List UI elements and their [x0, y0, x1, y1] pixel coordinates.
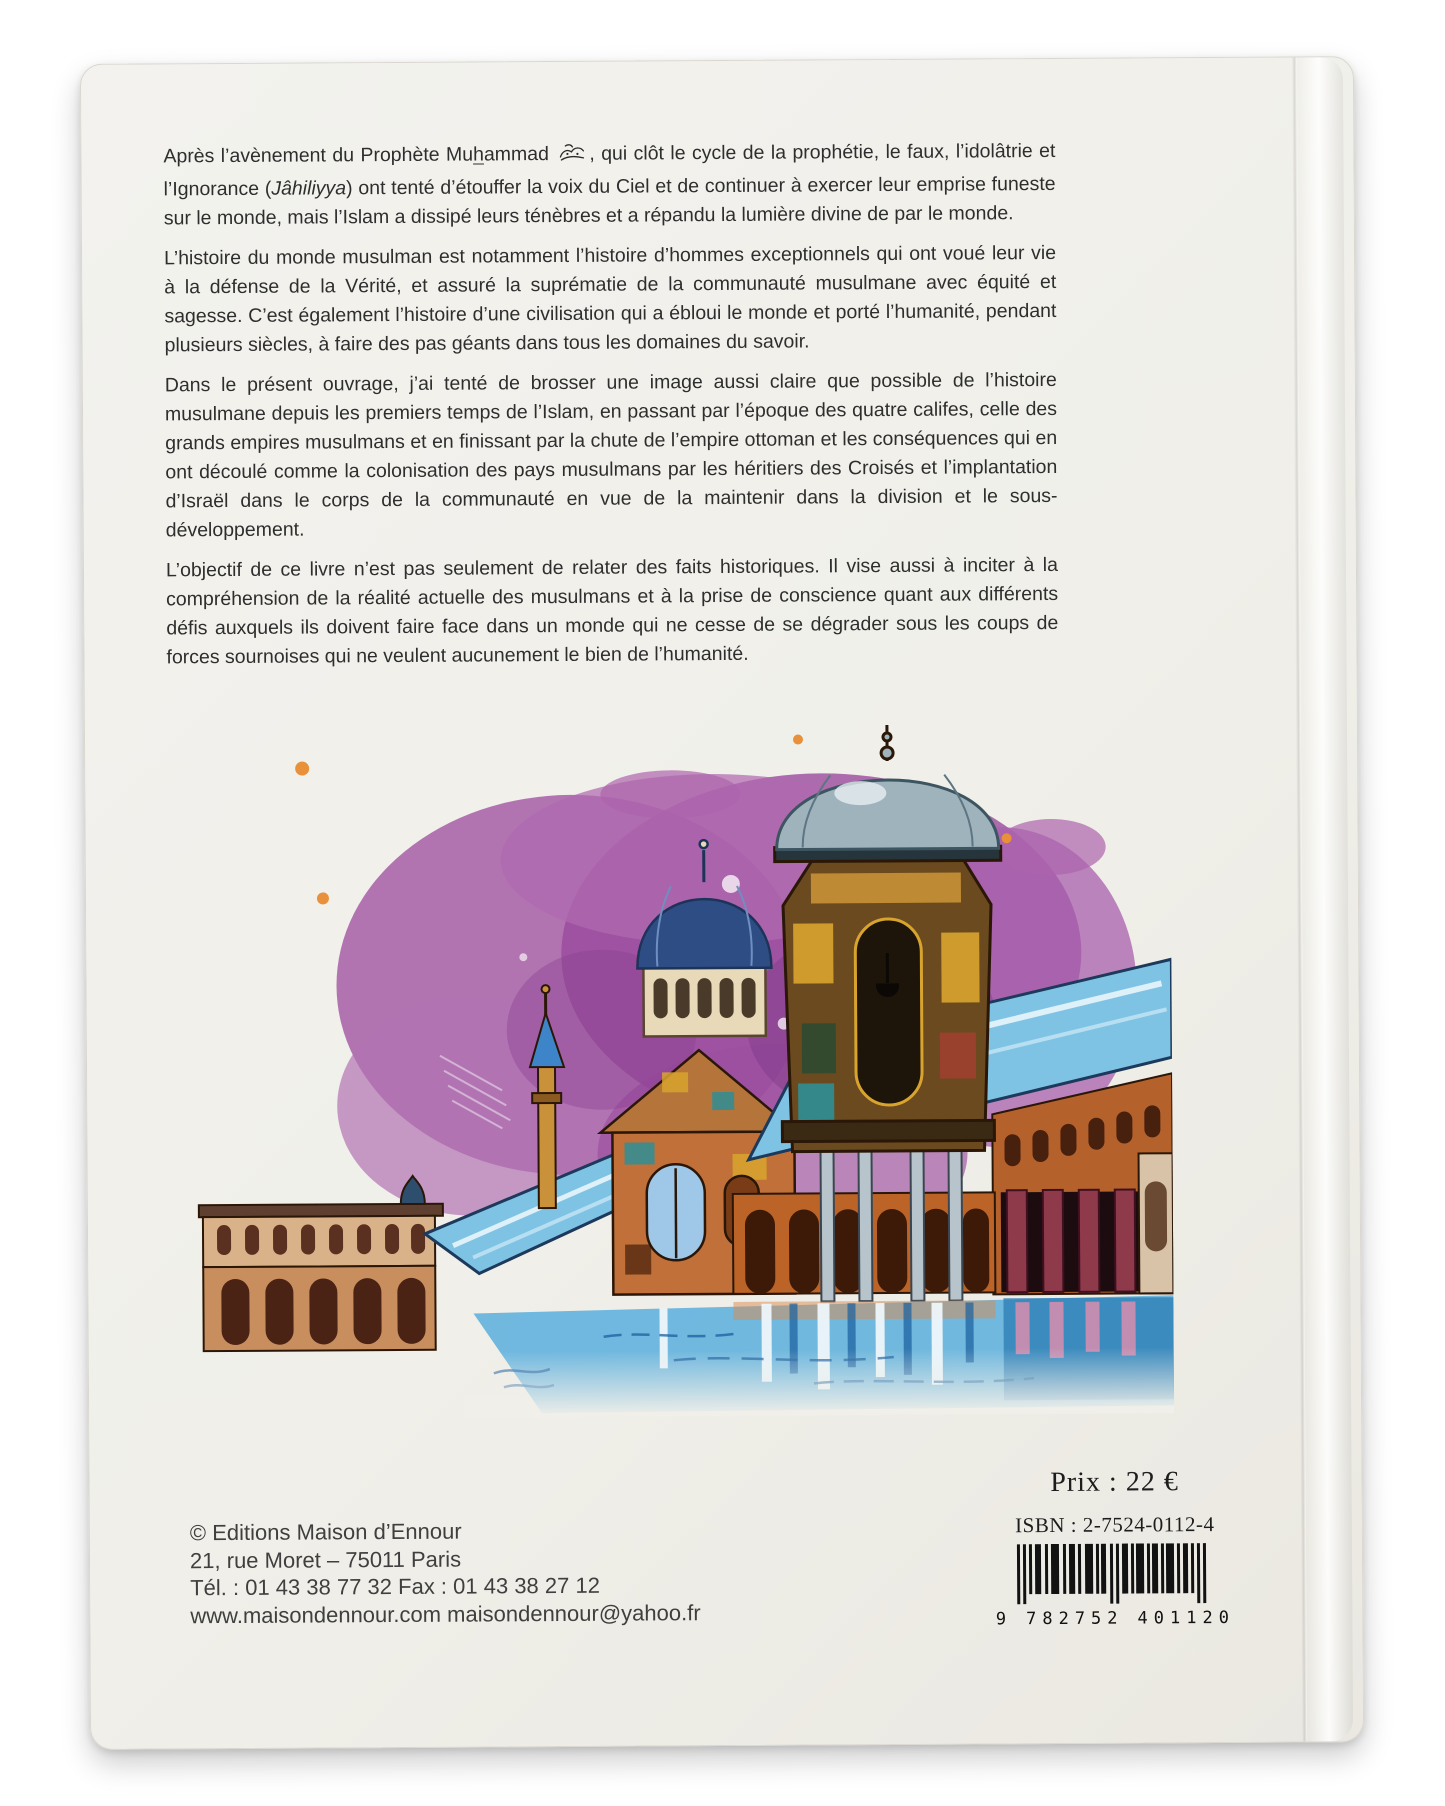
pbuh-calligraphy-icon: [557, 142, 587, 173]
italic-term-jahiliyya: Jâhiliyya: [271, 177, 347, 200]
cover-edge-highlight: [1299, 57, 1353, 1741]
phone-fax-line: Tél. : 01 43 38 77 32 Fax : 01 43 38 27 12: [190, 1572, 600, 1601]
price-label: Prix : 22 €: [1050, 1466, 1179, 1499]
publisher-colophon: [190, 1516, 751, 1629]
copyright-line: © Editions Maison d’Ennour: [189, 1518, 462, 1546]
barcode-digits: 9 782752 401120: [995, 1607, 1235, 1630]
barcode-bars: [1015, 1543, 1215, 1606]
left-arcade-building: [199, 1176, 444, 1351]
ean13-barcode: [995, 1543, 1235, 1629]
paragraph-3: Dans le présent ouvrage, j’ai tenté de brosser une image aussi claire que possible de l’histoire musulmane depuis les premiers temps de l’Islam, en passant par l’époque des quatre califes, celle des grands empires musulmans et en finissant par la chute de l’empire ottoman et les conséquences qui en ont découlé comme la colonisation des pays musulmans par les héritiers des Croisés et l’implantation d’Israël dans le corps de la communauté en vue de la maintenir dans la division et le sous-développement.: [164, 368, 1058, 542]
price-isbn-block: [924, 1465, 1305, 1629]
paragraph-2: L’histoire du monde musulman est notamment l’histoire d’hommes exceptionnels qui ont voué leur vie à la défense de la Vérité, et assuré la suprématie de la communauté musulmane avec équité et sagesse. C’est également l’histoire d’une civilisation qui a ébloui le monde et porté l’humanité, pendant plusieurs siècles, à faire des pas géants dans tous les domaines du savoir.: [163, 241, 1057, 357]
web-email-line: www.maisondennour.com maisondennour@yahoo.fr: [190, 1599, 701, 1628]
transliteration-underdot-h: h: [472, 143, 484, 166]
isbn-label: ISBN : 2-7524-0112-4: [1015, 1512, 1215, 1538]
paragraph-1-text: Après l’avènement du Prophète Mu: [163, 143, 474, 168]
paragraph-4: L’objectif de ce livre n’est pas seulement de relater des faits historiques. Il vise aussi à inciter à la compréhension de la réalité actuelle des musulmans et à la prise de conscience quant aux différents défis auxquels ils doivent faire face dans un monde qui ne cesse de se dégrader sous les coups de forces sournoises qui ne veulent aucunement le bien de l’humanité.: [165, 553, 1059, 669]
address-line: 21, rue Moret – 75011 Paris: [189, 1546, 462, 1573]
reflection-pool: [463, 1295, 1174, 1417]
back-cover-text: [163, 137, 1058, 683]
book-back-cover: [80, 56, 1364, 1750]
umayyad-mosque-watercolor-illustration: [170, 721, 1174, 1419]
paragraph-1: Après l’avènement du Prophète Muhammad , qui clôt le cycle de la prophétie, le faux, l’idolâtrie et l’Ignorance (Jâhiliyya) ont tenté d’étouffer la voix du Ciel et de continuer à exercer leur emprise funeste sur le monde, mais l’Islam a dissipé leurs ténèbres et a répandu la lumière divine de par le monde.: [163, 139, 1056, 230]
